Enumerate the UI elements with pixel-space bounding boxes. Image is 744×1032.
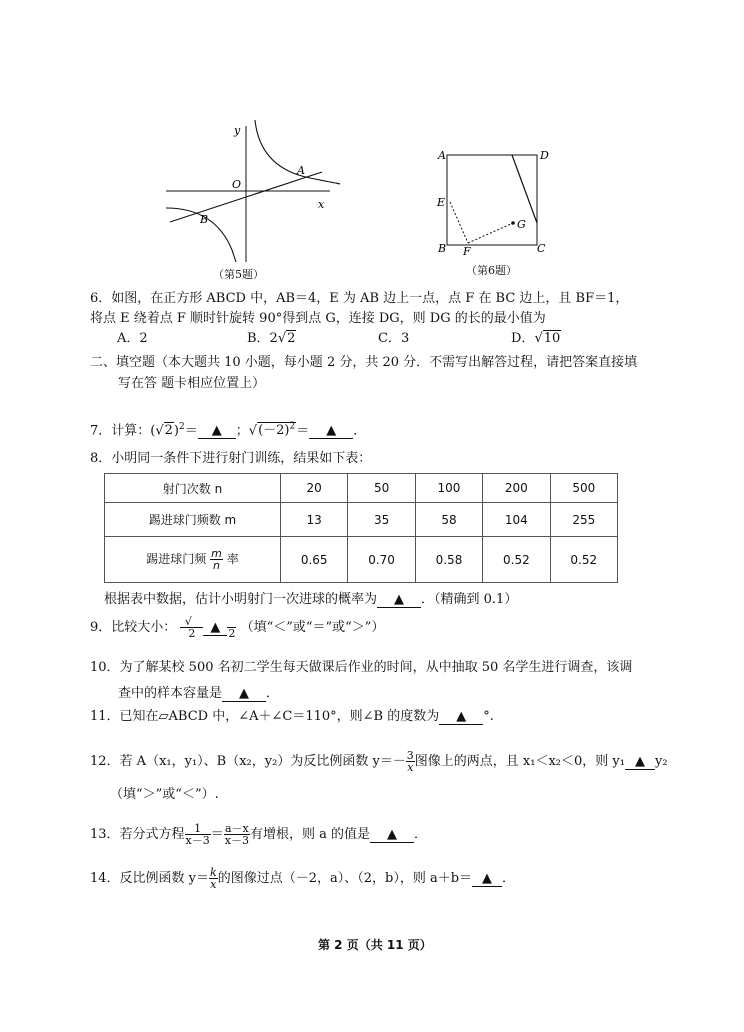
- q6-option-d-prefix: D．: [511, 331, 535, 346]
- table-row-goals: [105, 503, 618, 537]
- q13-end: ．: [413, 827, 427, 842]
- fraction-denominator: x－3: [224, 834, 249, 847]
- cell-count-2: 50: [348, 474, 415, 503]
- q12-end: y₂: [654, 754, 668, 769]
- segment-fg: [468, 223, 513, 243]
- section-2-line-1: 二、填空题（本大题共 10 小题，每小题 2 分，共 20 分．不需写出解答过程，请把答案直接填: [90, 355, 638, 370]
- sqrt-icon: √: [534, 331, 543, 346]
- q7-end: ．: [353, 423, 367, 439]
- figure-5-graph: [160, 112, 340, 264]
- q7-close-paren: ): [173, 423, 179, 439]
- label-x: x: [318, 198, 325, 211]
- q7-radicand-1: 2: [164, 423, 173, 439]
- q6-option-b-radicand: 2: [287, 331, 296, 346]
- table-row-freqs: [105, 537, 618, 583]
- label-o: O: [232, 178, 242, 191]
- cell-goal-5: 255: [550, 503, 617, 537]
- label-g: G: [517, 218, 526, 231]
- q6-option-d-radicand: 10: [543, 331, 561, 346]
- q6-line-1: 6．如图，在正方形 ABCD 中，AB＝4，E 为 AB 边上一点，点 F 在 BC 边上，且 BF＝1，: [90, 291, 629, 306]
- q7-answer-blank-2: ▲: [309, 424, 353, 439]
- q9: [90, 616, 384, 639]
- q7-separator: ；: [235, 423, 249, 439]
- fraction-denominator: n: [213, 559, 220, 572]
- q13-suffix: 有增根，则 a 的值是: [249, 827, 370, 842]
- q7: [90, 418, 366, 440]
- table-row-counts: [105, 474, 618, 503]
- q13-prefix: 13．若分式方程: [90, 827, 185, 842]
- q7-prefix: 7．计算：(: [90, 423, 156, 439]
- cell-count-3: 100: [415, 474, 482, 503]
- q14-prefix: 14．反比例函数 y＝: [90, 871, 210, 886]
- fraction-numerator: k: [210, 866, 217, 879]
- label-f: F: [463, 245, 471, 258]
- segment-ef: [450, 202, 468, 243]
- section-2-line-2: 写在答 题卡相应位置上）: [118, 376, 266, 391]
- figure-5-caption: （第5题）: [213, 268, 264, 281]
- row-head-counts: 射门次数 n: [105, 474, 281, 503]
- q6-option-b-prefix: B．2: [247, 331, 278, 346]
- q12-suffix: 图像上的两点，且 x₁＜x₂＜0，则 y₁: [414, 754, 625, 769]
- cell-goal-2: 35: [348, 503, 415, 537]
- fraction-numerator: m: [211, 547, 222, 560]
- q8-table: [104, 473, 618, 583]
- label-a: A: [438, 149, 446, 162]
- q10-line-2: [118, 685, 279, 703]
- segment-dg: [512, 155, 537, 223]
- q10-line-2-text: 查中的样本容量是: [118, 686, 223, 701]
- q13-fraction-1: [185, 823, 211, 846]
- fraction-numerator: a－x: [224, 822, 249, 835]
- cell-count-5: 500: [550, 474, 617, 503]
- q13-fraction-2: [224, 823, 250, 846]
- label-e: E: [437, 196, 446, 209]
- q12-prefix: 12．若 A（x₁，y₁）、B（x₂，y₂）为反比例函数 y＝－: [90, 754, 406, 769]
- q7-radicand-2-base: (－2): [258, 423, 290, 439]
- q8-answer-blank: ▲: [377, 593, 421, 608]
- cell-freq-1: 0.65: [281, 537, 348, 583]
- q9-left-fraction: [180, 616, 203, 639]
- q7-square: 2: [179, 422, 185, 432]
- fraction-numerator: √: [181, 615, 203, 628]
- q14-fraction: [209, 867, 218, 890]
- cell-count-4: 200: [483, 474, 550, 503]
- label-b: B: [200, 213, 209, 226]
- q6-option-b: [247, 330, 296, 348]
- q8-conclusion-text: 根据表中数据，估计小明射门一次进球的概率为: [104, 592, 378, 607]
- q8-intro: 8．小明同一条件下进行射门训练，结果如下表：: [90, 451, 372, 466]
- q14-end: ．: [502, 871, 516, 886]
- cell-goal-1: 13: [281, 503, 348, 537]
- fraction-numerator: 3: [406, 749, 414, 762]
- q9-right-fraction: [227, 616, 236, 639]
- cell-goal-4: 104: [483, 503, 550, 537]
- q13: [90, 823, 427, 846]
- q13-answer-blank: ▲: [370, 828, 414, 843]
- q8-conclusion-end: ．（精确到 0.1）: [421, 592, 518, 607]
- row-head-freqs-text-2: 率: [226, 552, 239, 566]
- q7-radicand-2-square: 2: [289, 422, 296, 432]
- q10-answer-blank: ▲: [222, 687, 266, 702]
- fraction-numerator: 1: [185, 823, 211, 835]
- q9-answer-blank: ▲: [203, 621, 227, 636]
- label-a: A: [297, 164, 305, 177]
- q7-equals-1: ＝: [184, 423, 198, 439]
- fraction-denominator: 2: [188, 627, 196, 640]
- q11: [90, 708, 494, 726]
- figure-6-caption: （第6题）: [466, 264, 517, 277]
- q14-suffix: 的图像过点（－2，a）、（2，b），则 a＋b＝: [217, 871, 473, 886]
- q11-end: °.: [483, 709, 494, 724]
- q7-answer-blank-1: ▲: [198, 424, 236, 439]
- row-head-freqs-fraction: [210, 548, 223, 571]
- page-footer: 第 2 页（共 11 页）: [318, 938, 432, 952]
- q6-option-d: [511, 330, 561, 348]
- row-head-goals: 踢进球门频数 m: [105, 503, 281, 537]
- fraction-denominator: x: [407, 761, 414, 774]
- q11-text: 11．已知在▱ABCD 中，∠A＋∠C＝110°，则∠B 的度数为: [90, 709, 440, 724]
- figure-6-square: [430, 146, 560, 258]
- label-b: B: [438, 242, 447, 255]
- sqrt-icon: √: [248, 423, 258, 439]
- q8-conclusion: [104, 591, 517, 609]
- q12-line-1: [90, 750, 668, 773]
- q9-hint: （填“＜”或“＝”或“＞”）: [240, 620, 385, 635]
- q6-option-c: C．3: [378, 331, 410, 346]
- sqrt-icon: √: [277, 331, 287, 346]
- fraction-denominator: x－3: [185, 834, 210, 847]
- q7-radicand-2: [257, 422, 296, 438]
- q14-answer-blank: ▲: [472, 872, 502, 887]
- cell-freq-5: 0.52: [550, 537, 617, 583]
- q13-equals: ＝: [210, 827, 224, 842]
- fraction-denominator: 2: [228, 627, 236, 640]
- point-g: [511, 221, 515, 225]
- row-head-freqs: [105, 537, 281, 583]
- q7-equals-2: ＝: [296, 423, 310, 439]
- cell-freq-4: 0.52: [483, 537, 550, 583]
- square-abcd: [447, 155, 537, 245]
- row-head-freqs-text: 踢进球门频: [146, 552, 207, 566]
- cell-freq-2: 0.70: [348, 537, 415, 583]
- cell-freq-3: 0.58: [415, 537, 482, 583]
- q10-end: ．: [266, 686, 280, 701]
- q12-fraction: [406, 750, 415, 773]
- q10-line-1: 10．为了解某校 500 名初二学生每天做课后作业的时间，从中抽取 50 名学生进行调查，该调: [90, 660, 633, 675]
- q11-answer-blank: ▲: [439, 710, 483, 725]
- sqrt-icon: √: [155, 423, 164, 439]
- q6-option-a: A．2: [117, 331, 148, 346]
- q6-line-2: 将点 E 绕着点 F 顺时针旋转 90°得到点 G，连接 DG，则 DG 的长的最小值为: [90, 311, 546, 326]
- q14: [90, 867, 515, 890]
- label-d: D: [540, 149, 549, 162]
- cell-goal-3: 58: [415, 503, 482, 537]
- cell-count-1: 20: [281, 474, 348, 503]
- q12-answer-blank: ▲: [625, 755, 655, 770]
- q12-line-2: （填“＞”或“＜”）.: [110, 787, 219, 802]
- label-c: C: [537, 242, 546, 255]
- q9-prefix: 9．比较大小：: [90, 620, 177, 635]
- label-y: y: [234, 124, 241, 137]
- fraction-denominator: x: [210, 878, 217, 891]
